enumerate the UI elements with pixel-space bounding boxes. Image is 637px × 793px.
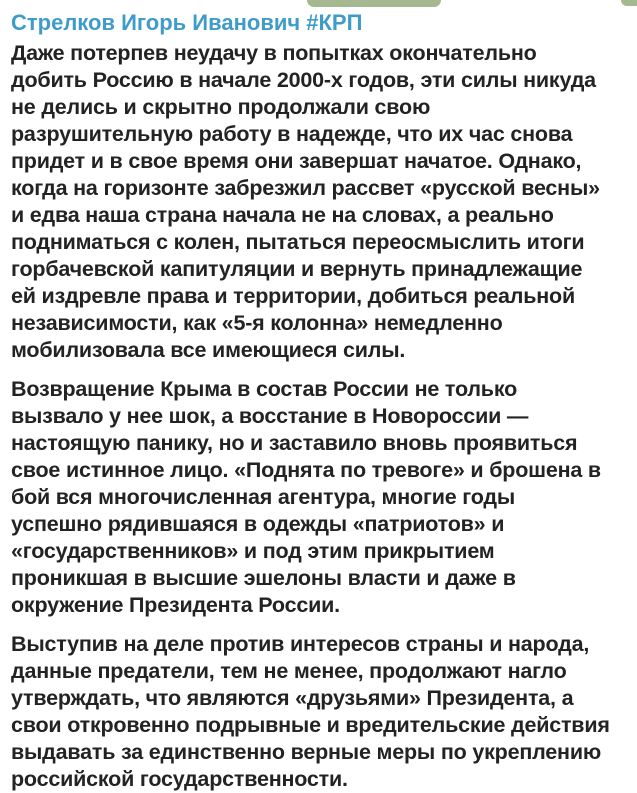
previous-message-bubble-corner-fragment xyxy=(621,0,637,6)
sender-name[interactable]: Стрелков Игорь Иванович #КРП xyxy=(11,10,363,35)
message-paragraph: Возвращение Крыма в состав России не только вызвало у нее шок, а восстание в Новороссии — настоящую панику, но и заставило вновь проявиться свое истинное лицо. «Поднята по тревоге» и брошена в бой вся многочисленная агентура, многие годы успешно рядившаяся в одежды «патриотов» и «государственников» и под этим прикрытием проникшая в высшие эшелоны власти и даже в окружение Президента России. xyxy=(11,377,601,617)
previous-message-bubble-fragment xyxy=(307,0,441,7)
message-paragraph: Выступив на деле против интересов страны и народа, данные предатели, тем не менее, продолжают нагло утверждать, что являются «друзьями» Президента, а свои откровенно подрывные и вредительские действия выдавать за единственно верные меры по укреплению российской государственности. xyxy=(11,632,610,791)
message-paragraph: Даже потерпев неудачу в попытках окончательно добить Россию в начале 2000-х годов, эти силы никуда не делись и скрытно продолжали свою разрушительную работу в надежде, что их час снова придет и в свое время они завершат начатое. Однако, когда на горизонте забрезжил рассвет «русской весны» и едва наша страна начала не на словах, а реально подниматься с колен, пытаться переосмыслить итоги горбачевской капитуляции и вернуть принадлежащие ей издревле права и территории, добиться реальной независимости, как «5-я колонна» немедленно мобилизовала все имеющиеся силы. xyxy=(11,41,600,362)
